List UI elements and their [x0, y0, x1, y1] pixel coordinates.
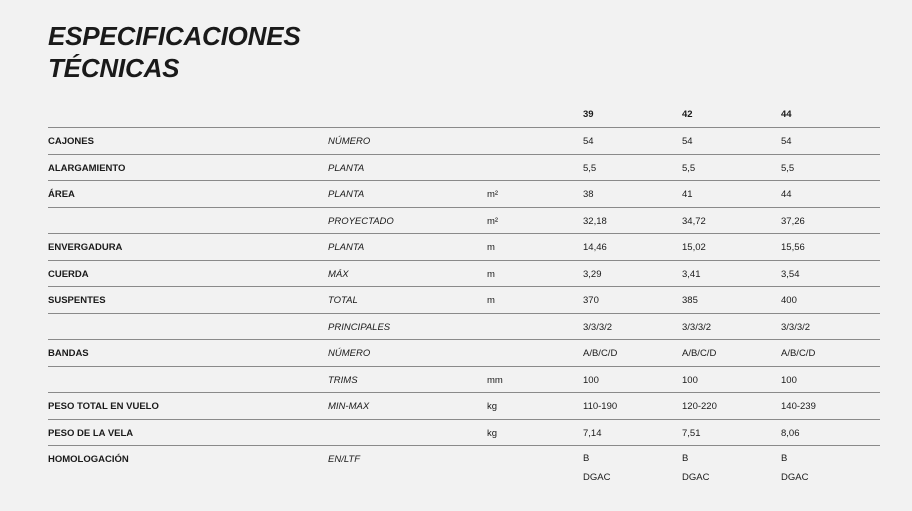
row-sublabel: TOTAL	[328, 295, 358, 306]
value-42: 15,02	[682, 242, 706, 253]
table-row	[48, 208, 880, 235]
row-unit: m²	[487, 189, 499, 200]
value-42: 3/3/3/2	[682, 321, 712, 333]
value-44: 5,5	[781, 162, 795, 174]
table-row	[48, 155, 880, 182]
value-44: 54	[781, 136, 792, 147]
value-44: 3,54	[781, 268, 800, 280]
row-sublabel: PRINCIPALES	[328, 321, 391, 333]
value-44: 3/3/3/2	[781, 321, 811, 333]
row-label: CUERDA	[48, 268, 89, 280]
row-unit: kg	[487, 427, 498, 439]
row-label: ÁREA	[48, 189, 75, 200]
value-44: A/B/C/D	[781, 348, 816, 359]
table-row-homologation	[48, 446, 880, 486]
row-sublabel: NÚMERO	[328, 348, 371, 359]
value-39: 110-190	[583, 401, 618, 412]
row-unit: m	[487, 242, 495, 253]
row-label: PESO TOTAL EN VUELO	[48, 401, 159, 412]
class-value: B	[583, 453, 590, 464]
value-39: 370	[583, 295, 599, 306]
authority-value: DGAC	[682, 472, 710, 483]
row-sublabel: EN/LTF	[328, 454, 361, 465]
value-39	[583, 449, 610, 487]
row-sublabel: PROYECTADO	[328, 215, 394, 227]
class-value: B	[682, 453, 689, 464]
size-header-42: 42	[682, 109, 693, 120]
size-header-44: 44	[781, 109, 792, 120]
value-44: 400	[781, 295, 797, 306]
authority-value: DGAC	[781, 472, 809, 483]
class-value: B	[781, 453, 788, 464]
value-42: 54	[682, 136, 693, 147]
row-unit: m	[487, 295, 495, 306]
row-sublabel: NÚMERO	[328, 136, 371, 147]
table-row	[48, 287, 880, 314]
value-39: 38	[583, 189, 594, 200]
table-row	[48, 340, 880, 367]
value-44: 15,56	[781, 242, 805, 253]
page-title-line-2: TÉCNICAS	[48, 53, 180, 83]
value-44: 140-239	[781, 401, 816, 412]
value-39: 3/3/3/2	[583, 321, 613, 333]
row-label: BANDAS	[48, 348, 89, 359]
specifications-table	[48, 102, 880, 486]
value-39: 100	[583, 374, 599, 386]
value-39: 54	[583, 136, 594, 147]
value-44: 44	[781, 189, 792, 200]
table-row	[48, 367, 880, 394]
value-44: 37,26	[781, 215, 805, 227]
table-row	[48, 393, 880, 420]
value-39: A/B/C/D	[583, 348, 618, 359]
table-row	[48, 181, 880, 208]
row-label: ALARGAMIENTO	[48, 162, 126, 174]
value-42: 5,5	[682, 162, 696, 174]
value-42: 385	[682, 295, 698, 306]
value-42: 3,41	[682, 268, 701, 280]
value-42: A/B/C/D	[682, 348, 717, 359]
value-39: 32,18	[583, 215, 607, 227]
row-label: PESO DE LA VELA	[48, 427, 134, 439]
row-sublabel: PLANTA	[328, 162, 365, 174]
value-42: 7,51	[682, 427, 701, 439]
value-42	[682, 449, 709, 487]
row-unit: mm	[487, 374, 503, 386]
row-sublabel: TRIMS	[328, 374, 358, 386]
value-44: 8,06	[781, 427, 800, 439]
row-unit: m	[487, 268, 495, 280]
page-title-line-1: ESPECIFICACIONES	[48, 21, 301, 51]
table-row	[48, 420, 880, 447]
value-39: 3,29	[583, 268, 602, 280]
row-sublabel: PLANTA	[328, 242, 365, 253]
row-sublabel: PLANTA	[328, 189, 365, 200]
row-label: ENVERGADURA	[48, 242, 123, 253]
table-row	[48, 234, 880, 261]
size-header-39: 39	[583, 109, 594, 120]
row-unit: kg	[487, 401, 498, 412]
row-label: HOMOLOGACIÓN	[48, 454, 129, 465]
row-sublabel: MÁX	[328, 268, 349, 280]
table-row	[48, 261, 880, 288]
row-label: SUSPENTES	[48, 295, 106, 306]
row-sublabel: MIN-MAX	[328, 401, 370, 412]
value-39: 5,5	[583, 162, 597, 174]
value-42: 100	[682, 374, 698, 386]
value-39: 14,46	[583, 242, 607, 253]
value-44	[781, 449, 808, 487]
value-39: 7,14	[583, 427, 602, 439]
table-row	[48, 314, 880, 341]
table-row	[48, 128, 880, 155]
page-title	[48, 20, 301, 84]
table-header-row	[48, 102, 880, 128]
value-42: 120-220	[682, 401, 717, 412]
value-42: 41	[682, 189, 693, 200]
value-42: 34,72	[682, 215, 706, 227]
value-44: 100	[781, 374, 797, 386]
authority-value: DGAC	[583, 472, 611, 483]
row-unit: m²	[487, 215, 499, 227]
row-label: CAJONES	[48, 136, 94, 147]
